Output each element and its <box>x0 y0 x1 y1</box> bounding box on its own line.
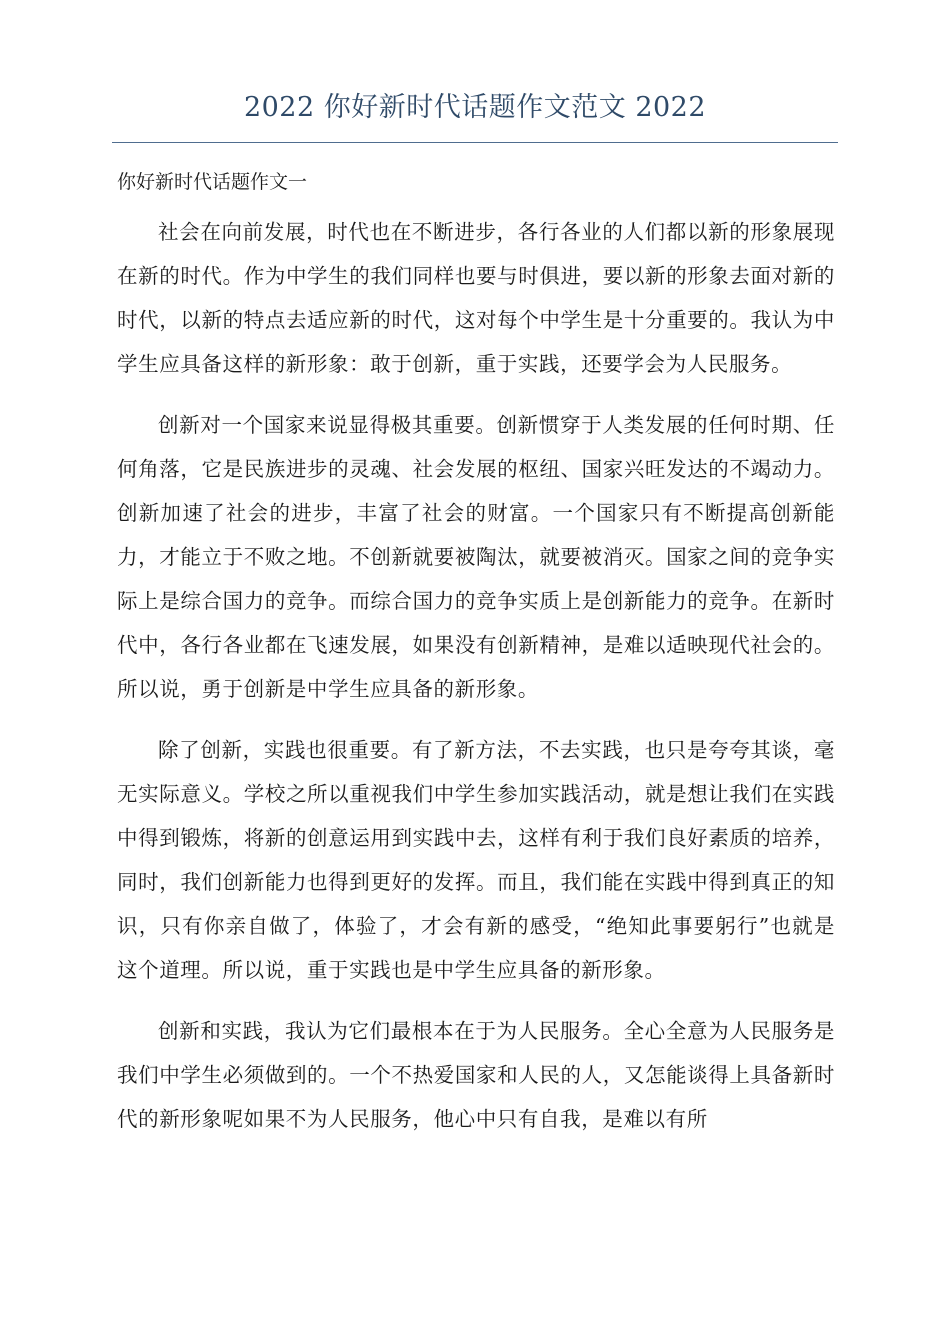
title-divider <box>112 142 838 143</box>
body-paragraph: 创新和实践，我认为它们最根本在于为人民服务。全心全意为人民服务是我们中学生必须做到的。一个不热爱国家和人民的人，又怎能谈得上具备新时代的新形象呢如果不为人民服务，他心中只有自我，是难以有所 <box>117 1019 835 1131</box>
document-body <box>117 210 835 1141</box>
section-heading: 你好新时代话题作文一 <box>117 171 308 193</box>
body-paragraph: 创新对一个国家来说显得极其重要。创新惯穿于人类发展的任何时期、任何角落，它是民族进步的灵魂、社会发展的枢纽、国家兴旺发达的不竭动力。创新加速了社会的进步，丰富了社会的财富。一个国家只有不断提高创新能力，才能立于不败之地。不创新就要被陶汰，就要被消灭。国家之间的竞争实际上是综合国力的竞争。而综合国力的竞争实质上是创新能力的竞争。在新时代中，各行各业都在飞速发展，如果没有创新精神，是难以适映现代社会的。所以说，勇于创新是中学生应具备的新形象。 <box>117 413 835 701</box>
body-paragraph: 除了创新，实践也很重要。有了新方法，不去实践，也只是夸夸其谈，毫无实际意义。学校之所以重视我们中学生参加实践活动，就是想让我们在实践中得到锻炼，将新的创意运用到实践中去，这样有利于我们良好素质的培养，同时，我们创新能力也得到更好的发挥。而且，我们能在实践中得到真正的知识，只有你亲自做了，体验了，才会有新的感受，“绝知此事要躬行”也就是这个道理。所以说，重于实践也是中学生应具备的新形象。 <box>117 738 835 982</box>
document-title: 2022 你好新时代话题作文范文 2022 <box>243 92 707 123</box>
body-paragraph: 社会在向前发展，时代也在不断进步，各行各业的人们都以新的形象展现在新的时代。作为中学生的我们同样也要与时俱进，要以新的形象去面对新的时代，以新的特点去适应新的时代，这对每个中学生是十分重要的。我认为中学生应具备这样的新形象：敢于创新，重于实践，还要学会为人民服务。 <box>117 220 835 376</box>
